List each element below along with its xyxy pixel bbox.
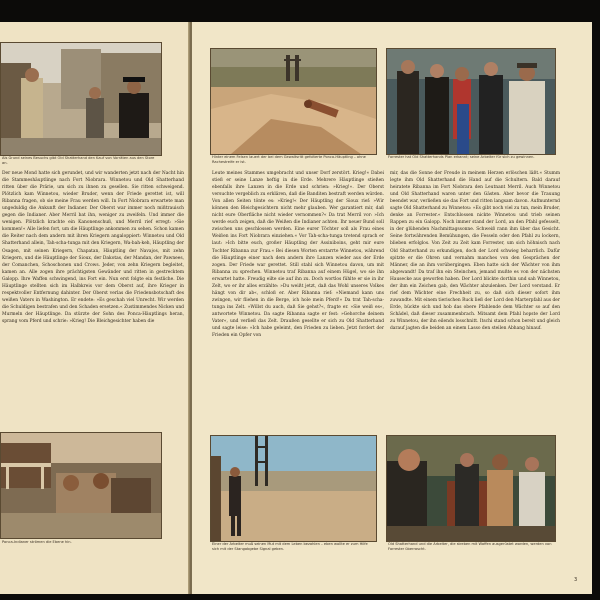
caption-right-top-1: Hinter einem Felsen lauert der bei dem Gewaltsritt gefolterte Ponca-Häuptling – ohne Rachestreife er ist. — [212, 155, 366, 164]
right-page — [192, 22, 592, 594]
caption-right-top-2: Forrester hat Old Shatterhands Plan erkannt; seine Arbeiter für sich zu gewinnen. — [388, 155, 535, 159]
text-column-middle: Leute meines Stammes umgebracht und unser Dorf zerstört. Krieg!« Dabei stieß er seine Lanze heftig in die Erde. Mehrere Häuptlinge stießen ebenfalls ihre Lanzen in die Erde und schrien: »Krieg!«. Der Oberst versuchte vergeblich zu erklären, daß die Banditen bestraft werden würden. Von allen Seiten tönte es: »Krieg!« Der Häuptling der Sioux rief: »Wir können den Bleichgesichtern nicht mehr glauben. Wer garantiert mir, daß nicht eure Oberfläche nicht wieder vernommen?« Da trat Merril vor: »Ich werde euch zeigen, daß die Weißen die Indianer achten. Ihr neuer Bund soll zwischen uns geschlossen werden. Eine eurer Töchter soll als Frau eines Weißen ins Fort Niobrara einziehen.« Vor Tah-scha-tunga tretend sprach er laut: »Ich bitte euch, großer Häuptling der Assiniboins, geht mir eure Tochter Ribanna zur Frau.« Bei diesen Worten erstarrte Winnetou, während die Häuptlinge einer nach dem andern ihre Lanzen wieder aus der Erde zogen. Der Friede war gerettet. Still stahl sich Winnetou davon, um mit Ribanna zu sprechen. Winnetou traf Ribanna auf einem Hügel, wo sie ihn erwartet hatte. Freudig eilte sie auf ihn zu. Doch wortlos fühlte er sie in ihr Zelt, wo er ihr alles erzählte: »Du weißt jetzt, daß das Wohl unseres Volkes hängt von dir ab«, schloß er. Aber Ribanna rief: »Niemand kann uns zwingen, wir fliehen in die Berge, ich hole mein Pferd!« Da trat Tah-scha-tunga ins Zelt. »Willst du auch, daß Sie gehst?«, fragte er. »Sie weiß es«, antwortete Winnetou. Da sagte Ribanna sagte er fest: »Gehorche deinem Vater«, und verließ das Zelt. Draußen gesellte er sich zu Old Shatterhand und sagte leise: »Ich habe geleimt, den Frieden zu lieben. Jetzt fordert der Frieden ein Opfer von — [212, 171, 384, 339]
photo-old-shatterhand-store — [0, 42, 162, 156]
page-number: 3 — [574, 577, 578, 583]
caption-left-bottom: Ponca-Indianer strömen die Ebene hin. — [2, 540, 72, 544]
left-page — [0, 22, 190, 594]
photo-worker-tower — [210, 435, 377, 542]
photo-ponca-indians — [0, 432, 162, 539]
photo-forrester-workers — [386, 48, 556, 155]
caption-right-bottom-2: Old Shatterhand und die Arbeiter, die streben mit Waffen ausgerüstet worden, werden von Forrester überrascht. — [388, 542, 552, 551]
photo-ponca-chief-rock — [210, 48, 377, 155]
caption-left-top: Als Grund seines Besuchs gibt Old Shatterhand den Kauf von Vorräten aus den Store an. — [2, 156, 155, 165]
text-column-left: Der neue Mond hatte sich gerundet, und wir wanderten jetzt nach der Nacht hin die Stammeshäuptlinge nach Fort Niobrara. Winnetou und Old Shatterhand ritten über die Prärie, um sich zu ihnen zu gesellen. Sie ritten schweigend. Plötzlich kam Winnetou, wieder Bruder, wenn der Friede gerettet ist, will Ribanna fragen, ob sie meine Frau werden will. In Fort Niobrara erwartete man ungeduldig die Ankunft der Indianer. Der Oberst war immer noch mißtrauisch gegen die Indianer. Aber Merril bat ihn, weniger zu zweifeln. Und immer die wenigen. Plötzlich krachte ein Kanonenschuß, und Merril rief erregt: »Sie kommen!« Alle liefen fort, um die Häuptlinge ankommen zu sehen. Schon kamen die Reiter nach dem andern mit ihren Kriegern angaloppiert: Winnetou und Old Shatterhand allein, Tah-scha-tunga mit den Kriegern, Wa-bah-keh, Häuptling der Osagen, mit seinen Kriegern, Chapatan, Häuptling der Navajos, mit zehn Kriegern, und die Häuptlinge der Sioux, der Dakotas, der Mandan, der Pawnees, der Comanchen, Schoschonen und Crows. Jeder, von zehn Kriegern begleitet, kamen an. Alle zogen ihre prächtigsten Gewänder und ritten in gestrecktem Galopp. Ihre Waffen schwingend, ins Fort ein. Nun erst folgte ein festliche. Die Häuptlinge stellten sich im Halbkreis vor dem Oberst auf, ihre Krieger in respektvoller Entfernung dahinter. Der Oberst verlas die Friedensbotschaft des weißen Vaters in Washington. Er endete: »Es geschah viel Unrecht. Wir werden die Schuldigen bestrafen und den Schaden ersetzen.« Zustimmendes Nicken und Murmeln der Häuptlinge. Da stürzte der Sohn des Ponca-Häuptlings heran, sprang vom Pferd und schrie: »Krieg! Die Bleichgesichter haben die — [2, 171, 184, 324]
text-column-right: mir, das die Sonne der Freude in meinem Herzen erlöschen läßt.« Stumm legte ihm Old Shatterhand die Hand auf die Schultern. Bald darauf heiratete Ribanna im Fort Niobrara den Leutnant Merril. Auch Winnetou und Old Shatterhand waren unter den Gästen. Aber bevor die Trauung beendet war, verließen sie das Fort und ritten langsam davon. Aufmunternd sagte Old Shatterhand zu Winnetou: »Es gibt noch viel zu tun, mein Bruder, denke an Forrester.« Entschlossen nickte Winnetou und trieb seinen Rappen zu ein Galopp. Noch immer stand der Lord, an den Pfahl gefesselt, in der glühenden Nachmittagssonne. Schweiß rann ihm über das Gesicht. Seine fortwährenden Bemühungen, die Fesseln oder den Pfahl zu lockern, blieben erfolglos. Von Zeit zu Zeit kam Forrester, um sich höhnisch nach Old Shatterhand zu erkundigen, doch der Lord schwieg beharrlich. Dafür spitzte er die Ohren und vernahm manches von den Gesprächen der Männer, die an ihm vorübergingen. Eben hatte sich der Wächter von ihm abgewandt! Da traf ihn ein Steinchen, jemand mußte es von der nächsten Hausecke aus geworfen haben. Der Lord blickte dorthin und sah Winnetou, der ihm ein Zeichen gab, den Wächter abzulenken. Der Lord verstand. Er rief dem Wächter eine Frechheit zu, so daß sich dieser sofort ihm zuwandte. Mit einem tierischen Ruck ließ der Lord den Marterpfahl aus der Erde, bückte sich und hob das obere Pfahlende dem Wächter so auf den Schädel, daß dieser zusammenbrach. Mitsamt dem Pfahl hopste der Lord zu Winnetou, der ihn eilends losschnitt. Itschi stand schon bereit und gleich darauf jagten die beiden an einem Lasso den steilen Abhang hinauf. — [390, 171, 560, 332]
caption-right-bottom-1: Einer der Arbeiter muß seinen Mut mit dem Leben bezahlen – eben wollte er zum Hilfe sich mit der Stangabgebe Signal geben. — [212, 542, 368, 551]
photo-forrester-surprise — [386, 435, 556, 542]
